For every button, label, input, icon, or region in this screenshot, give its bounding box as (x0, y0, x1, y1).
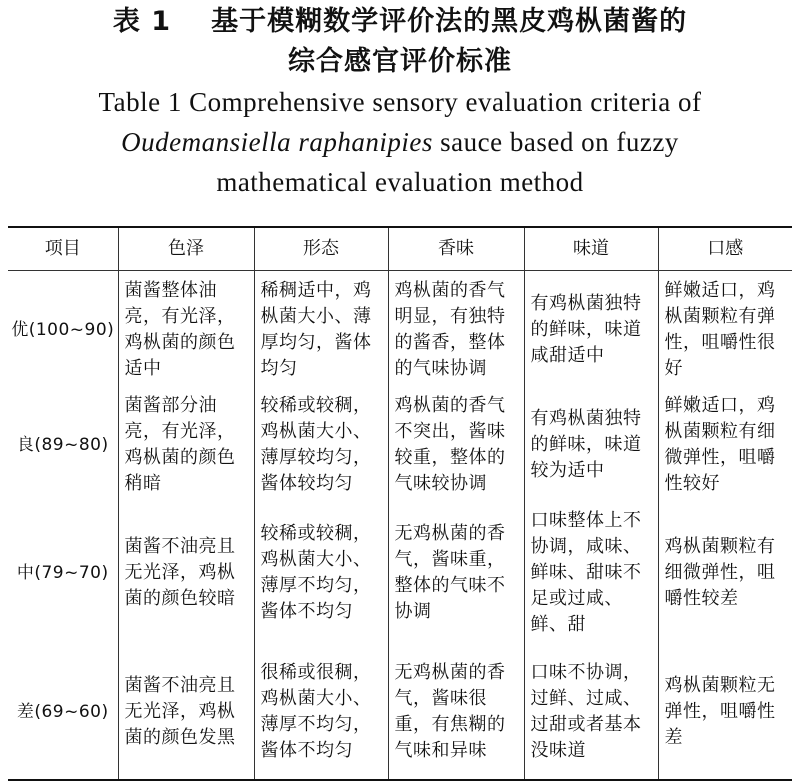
table-cell: 较稀或较稠，鸡枞菌大小、薄厚不均匀，酱体不均匀 (254, 501, 388, 645)
header-mouthfeel: 口感 (658, 227, 792, 271)
table-cell: 稀稠适中，鸡枞菌大小、薄厚均匀，酱体均匀 (254, 271, 388, 390)
caption-en-text-2: sauce based on fuzzy (432, 127, 679, 157)
table-row (8, 389, 792, 501)
table-number: 表 1 (112, 6, 172, 37)
table-caption-en-line3: mathematical evaluation method (216, 167, 584, 197)
species-name: Oudemansiella raphanipies (121, 127, 433, 157)
table-row (8, 501, 792, 645)
table-cell: 菌酱整体油亮，有光泽，鸡枞菌的颜色适中 (118, 271, 254, 390)
table-cell: 鸡枞菌颗粒无弹性，咀嚼性差 (664, 675, 776, 748)
grade-cell: 优(100~90) (8, 271, 118, 390)
header-taste: 味道 (524, 227, 658, 271)
grade-cell: 差(69~60) (8, 645, 118, 780)
header-form: 形态 (254, 227, 388, 271)
table-cell: 菌酱不油亮且无光泽，鸡枞菌的颜色发黑 (118, 645, 254, 780)
header-color: 色泽 (118, 227, 254, 271)
grade-cell: 良(89~80) (8, 389, 118, 501)
table-cell: 鸡枞菌的香气明显，有独特的酱香，整体的气味协调 (388, 271, 524, 390)
table-caption-cn-line2: 综合感官评价标准 (288, 46, 512, 77)
table-cell: 有鸡枞菌独特的鲜味，味道咸甜适中 (524, 271, 658, 390)
table-caption-en-line2 (0, 122, 800, 162)
table-row (8, 271, 792, 390)
table-cell: 很稀或很稠，鸡枞菌大小、薄厚不均匀，酱体不均匀 (254, 645, 388, 780)
table-cell: 较稀或较稠，鸡枞菌大小、薄厚较均匀，酱体较均匀 (254, 389, 388, 501)
grade-cell: 中(79~70) (8, 501, 118, 645)
table-cell: 口味不协调，过鲜、过咸、过甜或者基本没味道 (524, 645, 658, 780)
table-cell: 菌酱不油亮且无光泽，鸡枞菌的颜色较暗 (118, 501, 254, 645)
table-row (8, 645, 792, 780)
header-item: 项目 (8, 227, 118, 271)
table-cell: 口味整体上不协调，咸味、鲜味、甜味不足或过咸、鲜、甜 (524, 501, 658, 645)
header-aroma: 香味 (388, 227, 524, 271)
table-caption-en-line1: Table 1 Comprehensive sensory evaluation criteria of (98, 87, 702, 117)
evaluation-table (8, 226, 792, 781)
table-cell: 鲜嫩适口，鸡枞菌颗粒有细微弹性，咀嚼性较好 (664, 395, 776, 494)
table-cell: 无鸡枞菌的香气，酱味很重，有焦糊的气味和异味 (388, 645, 524, 780)
table-cell: 鲜嫩适口，鸡枞菌颗粒有弹性，咀嚼性很好 (664, 280, 776, 379)
table-cell: 菌酱部分油亮，有光泽，鸡枞菌的颜色稍暗 (118, 389, 254, 501)
table-cell: 无鸡枞菌的香气，酱味重，整体的气味不协调 (388, 501, 524, 645)
table-cell: 鸡枞菌的香气不突出，酱味较重，整体的气味较协调 (388, 389, 524, 501)
table-header-row (8, 227, 792, 271)
table-cell: 鸡枞菌颗粒有细微弹性，咀嚼性较差 (664, 536, 776, 609)
table-cell: 有鸡枞菌独特的鲜味，味道较为适中 (524, 389, 658, 501)
table-caption-cn-line1 (0, 0, 800, 42)
caption-cn-text-1: 基于模糊数学评价法的黑皮鸡枞菌酱的 (211, 6, 688, 37)
